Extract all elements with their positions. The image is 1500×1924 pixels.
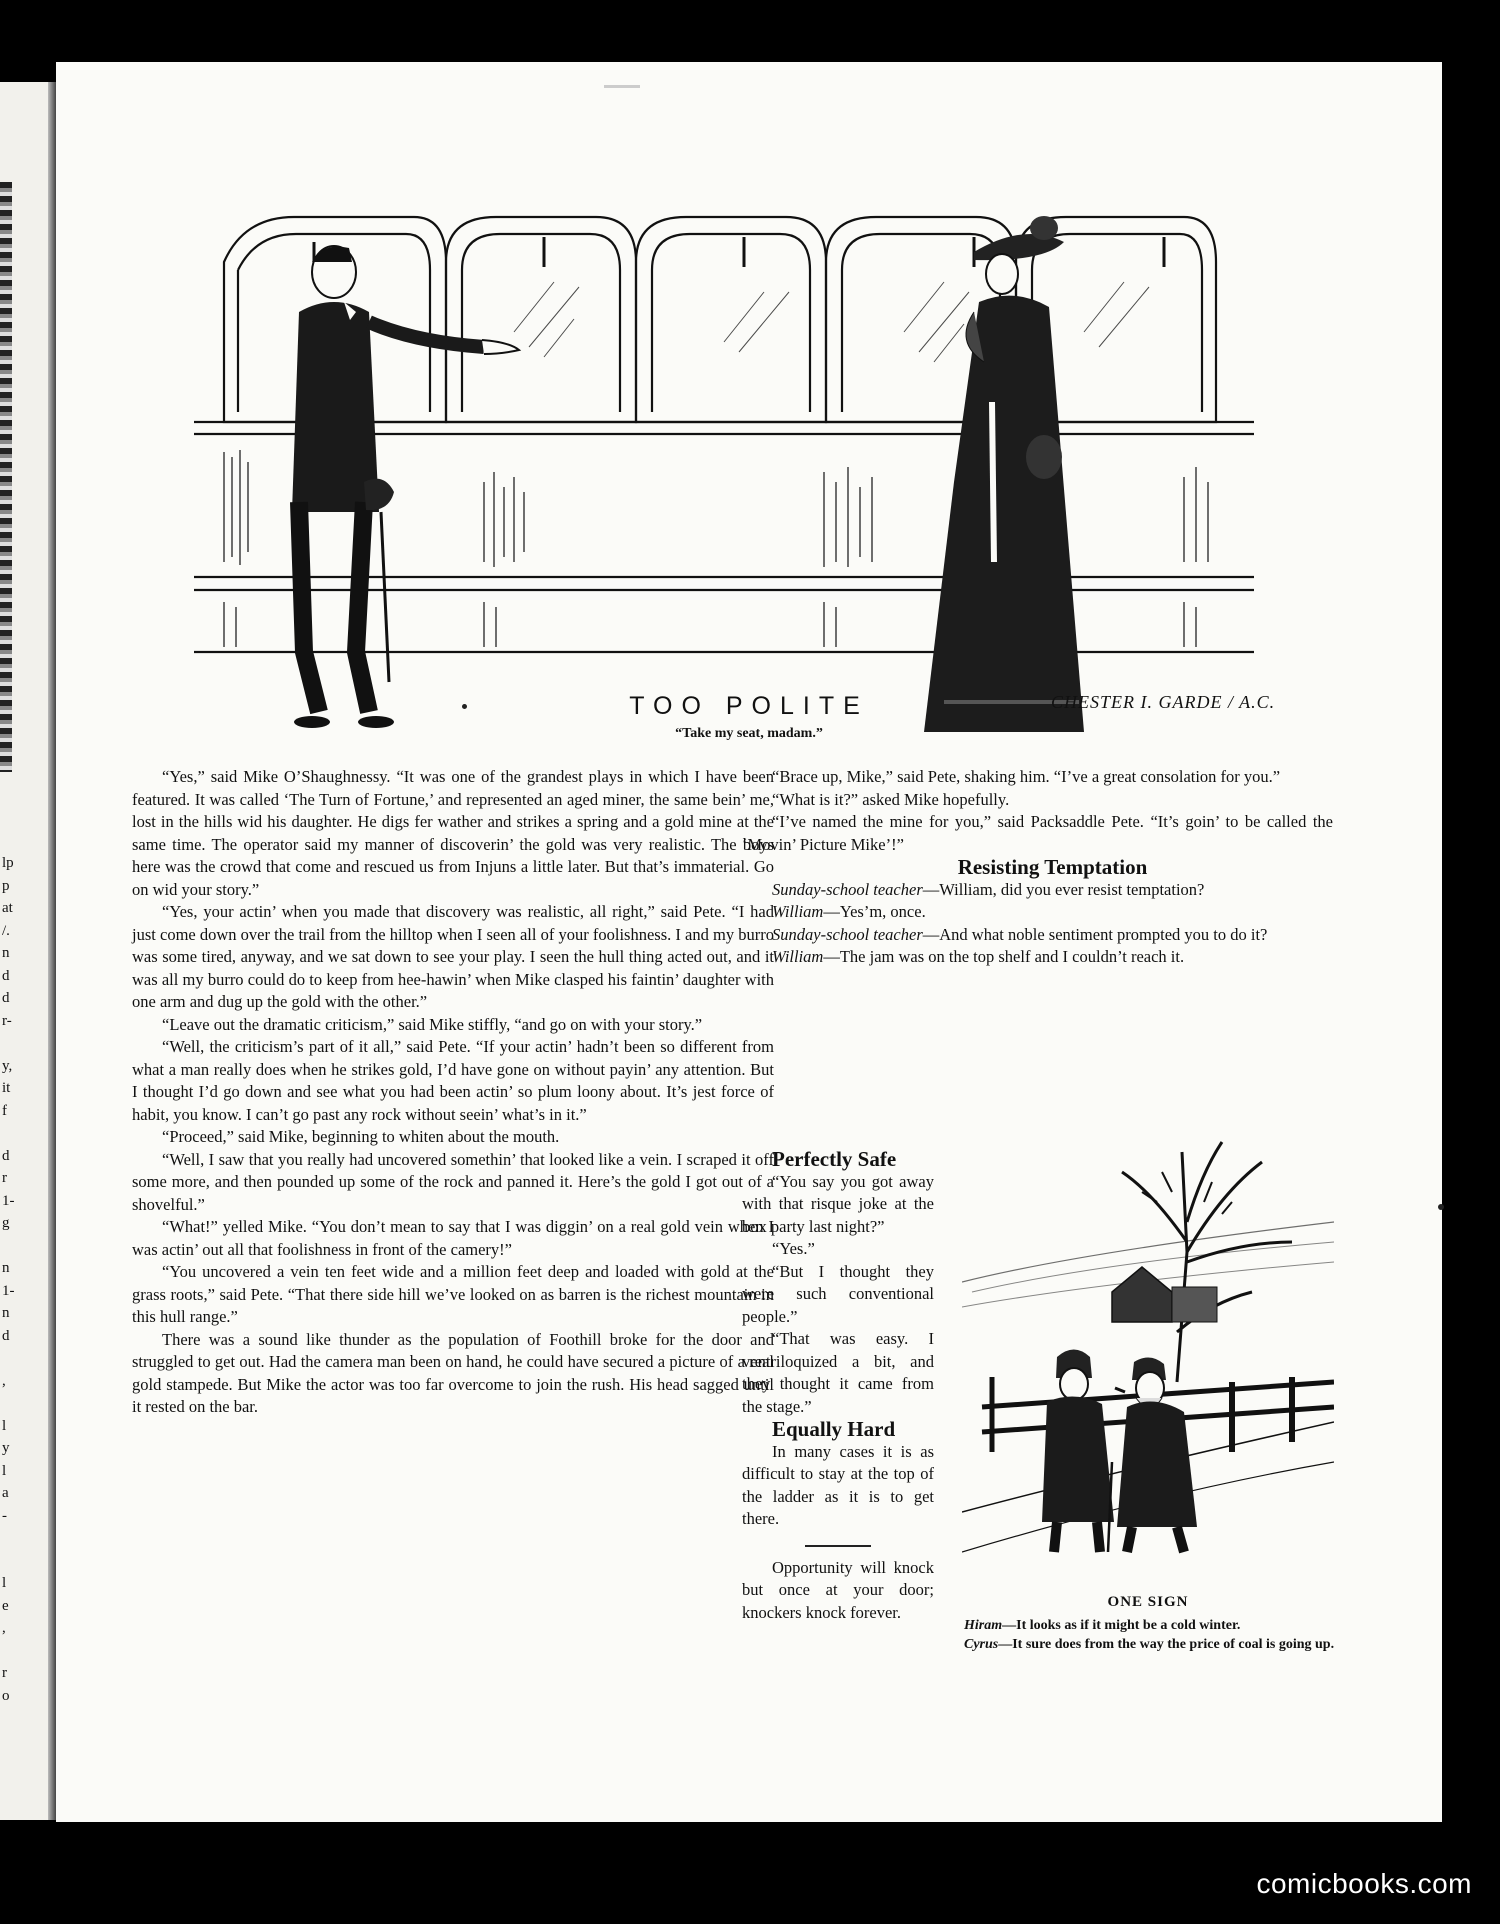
story-paragraph: “Well, the criticism’s part of it all,” said Pete. “If your actin’ hadn’t been so different from what a man really does when he strikes gold, I’d have gone on without payin’ any attention. But I thought I’d go down and see what you had been actin’ so plum loony about. It’s jest force of habit, you know. I can’t go past any rock without seein’ what’s in it.”	[132, 1037, 774, 1124]
speaker-name: William	[772, 902, 824, 921]
story-paragraph: “What!” yelled Mike. “You don’t mean to say that I was diggin’ on a real gold vein when I was actin’ out all that foolishness in front of the camery!”	[132, 1217, 774, 1259]
dialogue-text: —Yes’m, once.	[823, 902, 926, 921]
dialogue-line	[742, 924, 1333, 947]
caption-text: —It looks as if it might be a cold winter.	[1002, 1618, 1241, 1633]
resisting-temptation-heading: Resisting Temptation	[957, 855, 1148, 879]
page-top-mark	[604, 85, 640, 88]
dialogue-line	[742, 879, 1333, 902]
speaker-name: Cyrus	[964, 1637, 999, 1652]
magazine-page	[56, 62, 1442, 1822]
story-paragraph: “Leave out the dramatic criticism,” said Mike stiffly, “and go on with your story.”	[162, 1014, 703, 1034]
cyrus-figure	[1115, 1357, 1197, 1552]
speaker-name: Sunday-school teacher	[772, 924, 923, 944]
adjacent-page-edge	[0, 82, 56, 1820]
story-paragraph: “What is it?” asked Mike hopefully.	[772, 789, 1010, 809]
dialogue-line	[742, 901, 1333, 924]
cartoon-caption: “Take my seat, madam.”	[675, 726, 823, 741]
cartoon-title: TOO POLITE	[629, 692, 869, 720]
dialogue-text: —William, did you ever resist temptation?	[922, 879, 1205, 899]
story-paragraph: “You uncovered a vein ten feet wide and a million feet deep and loaded with gold at the grass roots,” said Pete. “That there side hill we’ve looked on as barren is the richest mountain in this hull range.”	[132, 1262, 774, 1326]
story-paragraph: “Yes, your actin’ when you made that discovery was realistic, all right,” said Pete. “I had just come down over the trail from the hilltop when I seen all of your foolishness. I and my burro was some tired, anyway, and we sat down to see your play. I seen the hull thing acted out, and it was all my burro could do to keep from hee-hawin’ when Mike clasped his faintin’ daughter with one arm and dug up the gold with the other.”	[132, 902, 774, 1011]
story-paragraph: There was a sound like thunder as the population of Foothill broke for the door and struggled to get out. Had the camera man been on hand, he could have secured a picture of a real gold stampede. But Mike the actor was too far overcome to join the rush. His head sagged until it rested on the bar.	[132, 1329, 774, 1416]
dialogue-text: —And what noble sentiment prompted you to do it?	[922, 924, 1268, 944]
joke-paragraph: Opportunity will knock but once at your door; knockers knock forever.	[742, 1557, 934, 1622]
one-sign-caption	[950, 1616, 1338, 1654]
section-divider	[805, 1545, 871, 1547]
story-paragraph: “Brace up, Mike,” said Pete, shaking him. “I’ve a great consolation for you.”	[772, 767, 1281, 786]
caption-text: —It sure does from the way the price of coal is going up.	[998, 1637, 1335, 1652]
story-paragraph: “Well, I saw that you really had uncovered somethin’ that looked like a vein. I scraped it off some more, and then pounded up some of the rock and panned it. Here’s the gold I got out of a shovelful.”	[132, 1149, 774, 1214]
speaker-name: Sunday-school teacher	[772, 879, 923, 899]
caption-line	[950, 1635, 1338, 1654]
perfectly-safe-heading: Perfectly Safe	[772, 1147, 897, 1171]
dialogue-text: —The jam was on the top shelf and I couldn’t reach it.	[823, 947, 1185, 966]
lady-figure	[924, 216, 1084, 732]
right-column	[742, 766, 1333, 969]
speaker-name: Hiram	[964, 1618, 1003, 1633]
joke-paragraph: “Yes.”	[772, 1239, 815, 1258]
equally-hard-heading: Equally Hard	[772, 1417, 896, 1441]
joke-paragraph: “That was easy. I ventriloquized a bit, and they thought it came from the stage.”	[742, 1329, 934, 1416]
caption-line	[950, 1616, 1338, 1635]
joke-paragraph: “You say you got away with that risque joke at the box party last night?”	[742, 1171, 934, 1236]
site-watermark: comicbooks.com	[1256, 1868, 1472, 1899]
one-sign-title: ONE SIGN	[1107, 1594, 1189, 1610]
adjacent-page-illustration-edge	[0, 182, 12, 772]
speaker-name: William	[772, 947, 824, 966]
margin-mark	[1438, 1204, 1444, 1210]
joke-paragraph: In many cases it is as difficult to stay at the top of the ladder as it is to get there.	[742, 1441, 934, 1528]
story-paragraph: “Yes,” said Mike O’Shaughnessy. “It was one of the grandest plays in which I have been featured. It was called ‘The Turn of Fortune,’ and represented an aged miner, the same bein’ me, lost in the hills wid his daughter. He digs fer wather and strikes a spring and a gold mine at the same time. The operator said my manner of discoverin’ the gold was very realistic. The boys here was the crowd that come and rescued us from Injuns a little later. But that’s immaterial. Go on wid your story.”	[132, 767, 774, 899]
artist-signature: CHESTER I. GARDE / A.C.	[1051, 692, 1276, 712]
streetcar-illustration	[184, 182, 1276, 757]
narrow-jokes-column	[742, 1148, 934, 1624]
winter-illustration	[962, 1132, 1334, 1570]
page-gutter	[48, 82, 56, 1820]
joke-paragraph: “But I thought they were such conventional people.”	[742, 1261, 934, 1326]
story-paragraph: “Proceed,” said Mike, beginning to whiten about the mouth.	[162, 1127, 560, 1146]
dialogue-line	[742, 946, 1333, 969]
hiram-figure	[1042, 1350, 1114, 1553]
main-story-column	[132, 766, 774, 1419]
gentleman-figure	[292, 246, 519, 728]
story-paragraph: “I’ve named the mine for you,” said Packsaddle Pete. “It’s goin’ to be called the ‘Movin’ Picture Mike’!”	[742, 812, 1333, 854]
adjacent-page-text-edge: lp p at /. n d d r- y, it f d r 1- g n 1- n d , l y l a - l e , r o	[2, 855, 15, 1704]
